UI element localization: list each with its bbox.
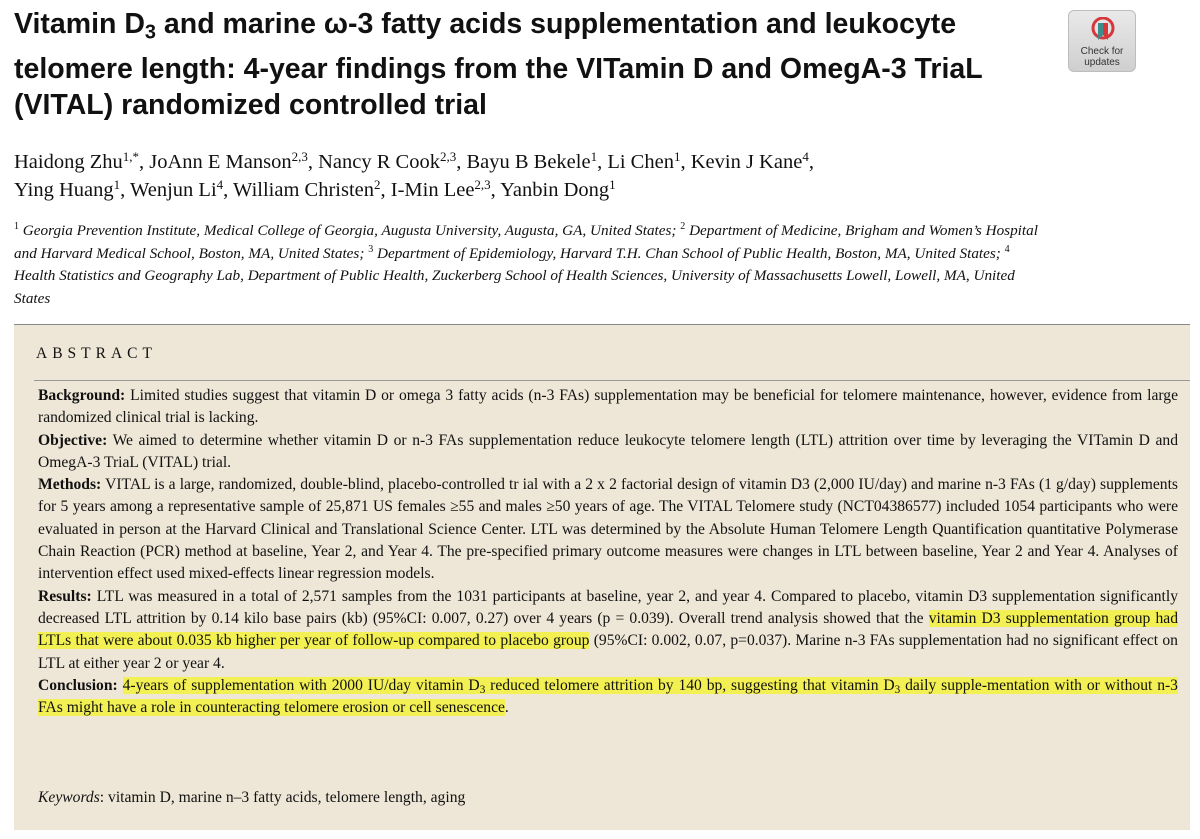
author-list: Haidong Zhu$^{1,*}$, JoAnn E Manson$^{2,3}$, Nancy R Cook$^{2,3}$, Bayu B Bekele$^1$, Li Chen$^1$, Kevin J Kane$^4$, Ying Huang$^1$, Wenjun Li$^4$, William Christen$^2$, I-Min Lee$^{2,3}$, Yanbin Dong$^1$ — [14, 149, 814, 201]
title-subscript: 3 — [144, 21, 157, 44]
highlighted-text: vitamin D3 supplementation group had LTLs that were about 0.035 kb higher per year of follow-up compared to placebo group — [38, 609, 1178, 650]
divider — [34, 380, 1190, 381]
author[interactable]: William Christen$^2$ — [233, 177, 381, 201]
article-title: Vitamin $D_3$ and marine ω-3 fatty acids supplementation and leukocyte telomere length: 4-year findings from the VITamin D and OmegA-3 TriaL (VITAL) randomized controlled trial — [14, 8, 983, 121]
affiliation: $^3$ Department of Epidemiology, Harvard T.H. Chan School of Public Health, Boston, MA, United States; — [368, 243, 1001, 262]
abstract-objective: Objective: We aimed to determine whether vitamin D or n-3 FAs supplementation reduce leukocyte telomere length (LTL) attrition over time by leveraging the VITamin D and OmegA-3 TriaL (VITAL) trial. — [38, 431, 1178, 471]
affiliation: $^2$ Department of Medicine, Brigham and Women’s Hospital and Harvard Medical School, Boston, MA, United States; — [14, 221, 1038, 262]
author[interactable]: Ying Huang$^1$ — [14, 177, 121, 201]
author[interactable]: Yanbin Dong$^1$ — [500, 177, 616, 201]
author[interactable]: Wenjun Li$^4$ — [130, 177, 224, 201]
abstract-section — [14, 324, 1190, 830]
check-for-updates-label: Check for updates — [1080, 46, 1124, 68]
affiliation: $^4$ Health Statistics and Geography Lab, Department of Public Health, Zuckerberg School of Health Sciences, University of Massachusetts Lowell, Lowell, MA, United States — [14, 243, 1015, 307]
affiliations — [14, 220, 1054, 310]
abstract-results: Results: LTL was measured in a total of 2,571 samples from the 1031 participants at baseline, year 2, and year 4. Compared to placebo, vitamin D3 supplementation significantly decreased LTL attrition by 0.14 kilo base pairs (kb) (95%CI: 0.007, 0.27) over 4 years (p = 0.039). Overall trend analysis showed that the vitamin D3 supplementation group had LTLs that were about 0.035 kb higher per year of follow-up compared to placebo group (95%CI: 0.002, 0.07, p=0.037). Marine n-3 FAs supplementation had no significant effect on LTL at either year 2 or year 4. — [38, 587, 1178, 672]
author[interactable]: Bayu B Bekele$^1$ — [466, 149, 598, 173]
abstract-heading: ABSTRACT — [36, 345, 157, 362]
abstract-body — [38, 385, 1178, 719]
author[interactable]: Nancy R Cook$^{2,3}$ — [318, 149, 457, 173]
abstract-methods: Methods: VITAL is a large, randomized, double-blind, placebo-controlled tr ial with a 2 x 2 factorial design of vitamin D3 (2,000 IU/day) and marine n-3 FAs (1 g/day) supplements for 5 years among a representative sample of 25,871 US females ≥55 and males ≥50 years of age. The VITAL Telomere study (NCT04386577) included 1054 participants who were evaluated in person at the Harvard Clinical and Translational Science Center. LTL was determined by the Absolute Human Telomere Length Quantification quantitative Polymerase Chain Reaction (PCR) method at baseline, Year 2, and Year 4. The pre-specified primary outcome measures were changes in LTL between baseline, Year 2 and Year 4. Analyses of intervention effect used mixed-effects linear regression models. — [38, 476, 1178, 583]
author[interactable]: Li Chen$^1$ — [607, 149, 681, 173]
keywords: Keywords: vitamin D, marine n–3 fatty acids, telomere length, aging — [38, 789, 466, 806]
bookmark-icon — [1091, 17, 1115, 45]
affiliation: $^1$ Georgia Prevention Institute, Medical College of Georgia, Augusta University, Augusta, GA, United States; — [14, 221, 677, 239]
abstract-conclusion: Conclusion: 4-years of supplementation with 2000 IU/day vitamin D3 reduced telomere attrition by 140 bp, suggesting that vitamin D3 daily supple-mentation with or without n-3 FAs might have a role in counteracting telomere erosion or cell senescence. — [38, 676, 1178, 717]
author[interactable]: JoAnn E Manson$^{2,3}$ — [149, 149, 308, 173]
abstract-background: Background: Limited studies suggest that vitamin D or omega 3 fatty acids (n-3 FAs) supplementation may be beneficial for telomere maintenance, however, evidence from large randomized clinical trial is lacking. — [38, 387, 1178, 427]
author[interactable]: I-Min Lee$^{2,3}$ — [390, 177, 491, 201]
author[interactable]: Kevin J Kane$^4$ — [690, 149, 809, 173]
check-for-updates-button[interactable] — [1068, 10, 1136, 72]
author[interactable]: Haidong Zhu$^{1,*}$ — [14, 149, 139, 173]
highlighted-text: 4-years of supplementation with 2000 IU/day vitamin D3 reduced telomere attrition by 140 bp, suggesting that vitamin D3 daily supple-mentation with or without n-3 FAs might have a role in counteracting telomere erosion or cell senescence — [38, 676, 1178, 717]
